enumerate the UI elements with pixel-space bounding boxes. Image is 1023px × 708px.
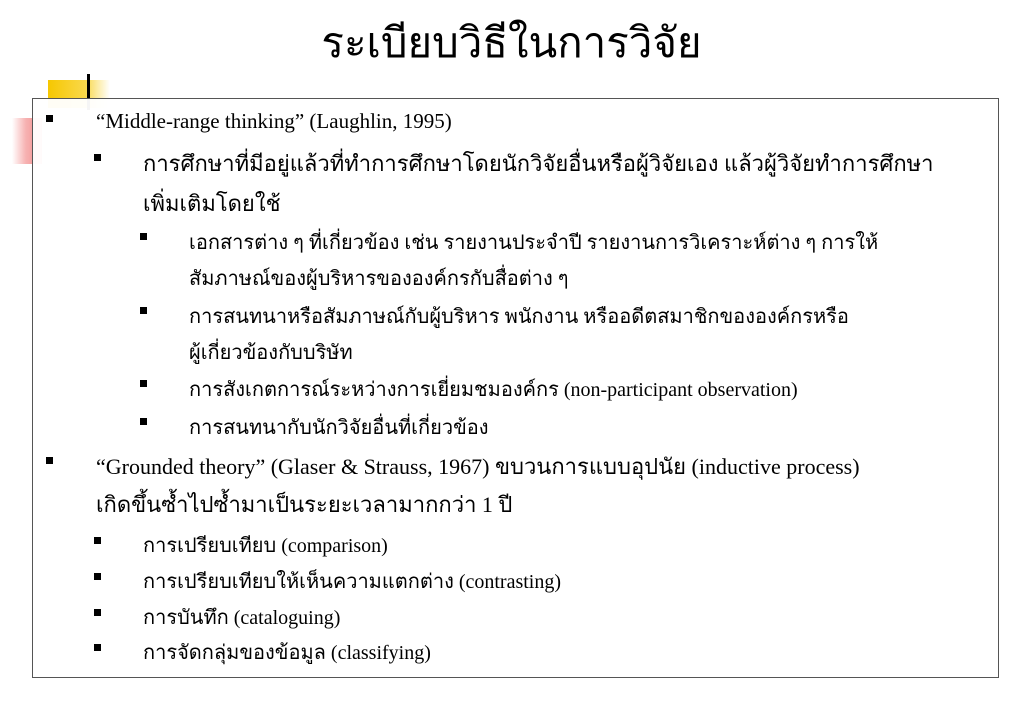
bullet-grounded-theory: “Grounded theory” (Glaser & Strauss, 1967) ขบวนการแบบอุปนัย (inductive process) xyxy=(96,454,860,479)
bullet-documents: เอกสารต่าง ๆ ที่เกี่ยวข้อง เช่น รายงานประจำปี รายงานการวิเคราะห์ต่าง ๆ การให้ xyxy=(189,232,879,254)
bullet-interviews-cont: ผู้เกี่ยวข้องกับบริษัท xyxy=(189,342,353,364)
bullet-icon xyxy=(94,154,101,161)
bullet-icon xyxy=(140,307,147,314)
bullet-interviews: การสนทนาหรือสัมภาษณ์กับผู้บริหาร พนักงาน หรืออดีตสมาชิกขององค์กรหรือ xyxy=(189,306,849,328)
bullet-cataloguing: การบันทึก (cataloguing) xyxy=(143,607,341,629)
bullet-icon xyxy=(94,644,101,651)
bullet-icon xyxy=(140,380,147,387)
bullet-contrasting: การเปรียบเทียบให้เห็นความแตกต่าง (contrasting) xyxy=(143,571,562,593)
bullet-icon xyxy=(94,609,101,616)
bullet-observation: การสังเกตการณ์ระหว่างการเยี่ยมชมองค์กร (non-participant observation) xyxy=(189,379,798,401)
bullet-documents-cont: สัมภาษณ์ของผู้บริหารขององค์กรกับสื่อต่าง ๆ xyxy=(189,268,569,290)
bullet-icon xyxy=(46,457,53,464)
bullet-icon xyxy=(140,233,147,240)
bullet-icon xyxy=(46,115,53,122)
bullet-comparison: การเปรียบเทียบ (comparison) xyxy=(143,535,388,557)
slide-title: ระเบียบวิธีในการวิจัย xyxy=(321,21,702,67)
bullet-researcher-talk: การสนทนากับนักวิจัยอื่นที่เกี่ยวข้อง xyxy=(189,417,489,439)
bullet-middle-range: “Middle-range thinking” (Laughlin, 1995) xyxy=(96,109,452,133)
bullet-existing-studies: การศึกษาที่มีอยู่แล้วที่ทำการศึกษาโดยนักวิจัยอื่นหรือผู้วิจัยเอง แล้วผู้วิจัยทำการศึกษา xyxy=(143,151,934,176)
bullet-icon xyxy=(94,573,101,580)
bullet-classifying: การจัดกลุ่มของข้อมูล (classifying) xyxy=(143,642,431,664)
bullet-icon xyxy=(94,537,101,544)
bullet-grounded-theory-cont: เกิดขึ้นซ้ำไปซ้ำมาเป็นระยะเวลามากกว่า 1 ปี xyxy=(96,492,513,517)
bullet-icon xyxy=(140,418,147,425)
bullet-existing-studies-cont: เพิ่มเติมโดยใช้ xyxy=(143,191,281,216)
